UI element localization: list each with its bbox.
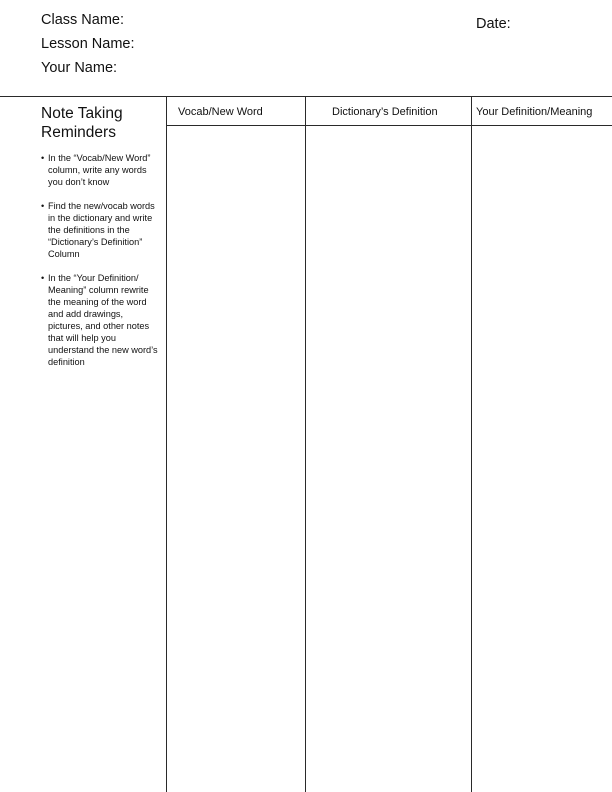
column-header-dictionary-definition: Dictionary’s Definition <box>332 106 438 118</box>
vocab-writing-area[interactable] <box>167 126 305 792</box>
date-label: Date: <box>476 16 511 32</box>
sidebar-title-line-2: Reminders <box>41 124 116 141</box>
class-name-label: Class Name: <box>41 12 124 28</box>
bullet-icon: • <box>41 153 45 163</box>
column-header-your-definition: Your Definition/Meaning <box>476 106 593 118</box>
reminder-text: Find the new/vocab words in the dictionary and write the definitions in the “Dictionary’s Definition” Column <box>48 201 155 259</box>
dictionary-definition-writing-area[interactable] <box>306 126 471 792</box>
reminder-text: In the “Your Definition/ Meaning” column rewrite the meaning of the word and add drawings, pictures, and other notes that will help you understand the new word’s definition <box>48 273 158 367</box>
reminder-item <box>41 152 160 188</box>
header-divider <box>0 96 612 97</box>
your-name-label: Your Name: <box>41 60 118 76</box>
reminder-item <box>41 272 160 368</box>
bullet-icon: • <box>41 273 45 283</box>
reminder-item <box>41 200 160 260</box>
sidebar-title <box>41 104 123 142</box>
lesson-name-label: Lesson Name: <box>41 36 135 52</box>
reminders-list <box>41 152 160 380</box>
column-header-vocab: Vocab/New Word <box>178 106 263 118</box>
bullet-icon: • <box>41 201 45 211</box>
reminder-text: In the “Vocab/New Word” column, write any words you don’t know <box>48 153 151 187</box>
sidebar-title-line-1: Note Taking <box>41 105 123 122</box>
your-definition-writing-area[interactable] <box>472 126 612 792</box>
